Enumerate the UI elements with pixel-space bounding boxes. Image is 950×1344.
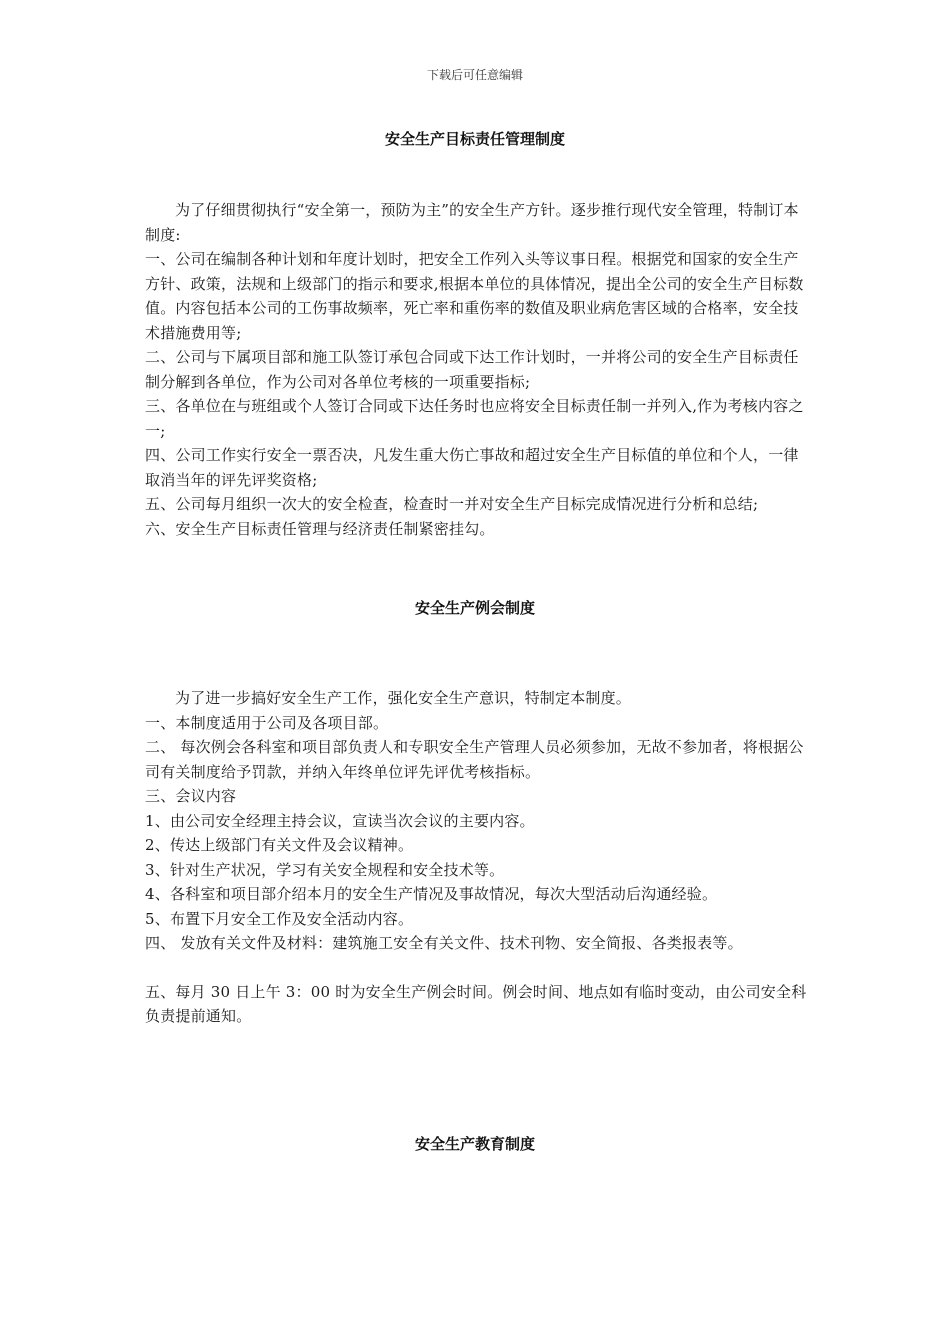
section-title-safety-education: 安全生产教育制度 — [414, 1135, 535, 1153]
clause-1: 一、本制度适用于公司及各项目部。 — [145, 713, 389, 732]
sub-clause-3: 3、针对生产状况，学习有关安全规程和安全技术等。 — [145, 860, 505, 879]
sub-clause-4: 4、各科室和项目部介绍本月的安全生产情况及事故情况，每次大型活动后沟通经验。 — [145, 885, 718, 903]
section-body-target-responsibility — [145, 198, 810, 541]
clause-2: 二、 每次例会各科室和项目部负责人和专职安全生产管理人员必须参加，无故不参加者，将根据公司有关制度给予罚款，并纳入年终单位评先评优考核指标。 — [145, 738, 804, 781]
clause-3: 三、会议内容 — [145, 787, 237, 805]
sub-clause-2: 2、传达上级部门有关文件及会议精神。 — [145, 836, 414, 854]
section-intro: 为了仔细贯彻执行“安全第一，预防为主”的安全生产方针。逐步推行现代安全管理，特制订本制度: — [145, 201, 799, 244]
section-title-safety-meeting: 安全生产例会制度 — [414, 599, 535, 617]
clause-4: 四、 发放有关文件及材料：建筑施工安全有关文件、技术刊物、安全简报、各类报表等。 — [145, 934, 743, 952]
clause-6: 六、安全生产目标责任管理与经济责任制紧密挂勾。 — [145, 519, 495, 538]
sub-clause-1: 1、由公司安全经理主持会议，宣读当次会议的主要内容。 — [145, 811, 535, 830]
section-title-target-responsibility: 安全生产目标责任管理制度 — [384, 130, 565, 148]
page-header-note: 下载后可任意编辑 — [426, 68, 523, 82]
section-intro: 为了进一步搞好安全生产工作，强化安全生产意识，特制定本制度。 — [175, 689, 632, 707]
clause-5: 五、公司每月组织一次大的安全检查，检查时一并对安全生产目标完成情况进行分析和总结; — [145, 495, 759, 513]
section-body-safety-meeting — [145, 686, 810, 1029]
clause-5-meeting-time: 五、每月 30 日上午 3：00 时为安全生产例会时间。例会时间、地点如有临时变动，由公司安全科负责提前通知。 — [145, 982, 807, 1025]
clause-3: 三、各单位在与班组或个人签订合同或下达任务时也应将安全目标责任制一并列入,作为考核内容之一; — [145, 397, 804, 440]
clause-4: 四、公司工作实行安全一票否决，凡发生重大伤亡事故和超过安全生产目标值的单位和个人，一律取消当年的评先评奖资格; — [145, 446, 799, 489]
clause-2: 二、公司与下属项目部和施工队签订承包合同或下达工作计划时，一并将公司的安全生产目标责任制分解到各单位，作为公司对各单位考核的一项重要指标; — [145, 348, 799, 391]
sub-clause-5: 5、布置下月安全工作及安全活动内容。 — [145, 909, 414, 928]
clause-1: 一、公司在编制各种计划和年度计划时，把安全工作列入头等议事日程。根据党和国家的安全生产方针、政策，法规和上级部门的指示和要求,根据本单位的具体情况，提出全公司的安全生产目标数值。内容包括本公司的工伤事故频率，死亡率和重伤率的数值及职业病危害区域的合格率，安全技术措施费用等; — [145, 250, 804, 342]
